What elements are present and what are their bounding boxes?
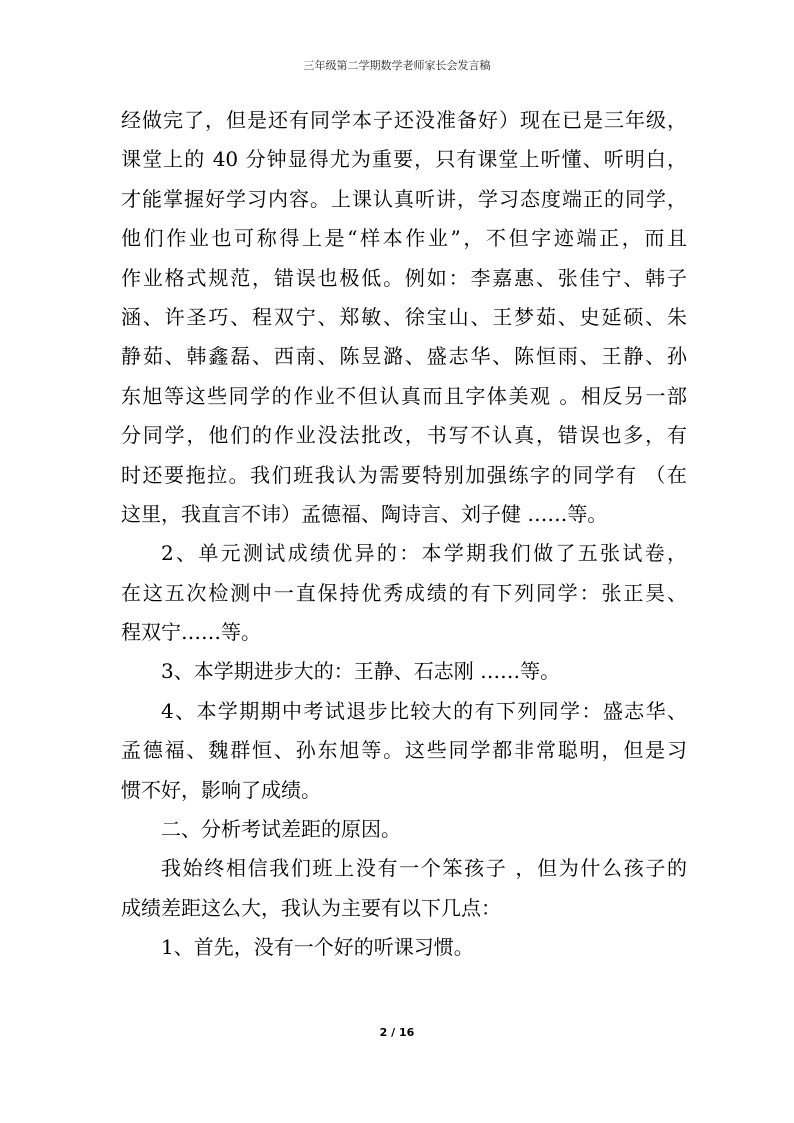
text-line: 程双宁……等。 xyxy=(121,620,261,645)
paragraph-first-line: 2、单元测试成绩优异的：本学期我们做了五张试卷， xyxy=(161,541,687,566)
paragraph-first-line: 4、本学期期中考试退步比较大的有下列同学：盛志华、 xyxy=(161,698,687,723)
paragraph-first-line: 1、首先，没有一个好的听课习惯。 xyxy=(161,935,474,960)
text-line: 作业格式规范，错误也极低。例如：李嘉惠、张佳宁、韩子 xyxy=(121,265,687,290)
text-line: 在这五次检测中一直保持优秀成绩的有下列同学：张正昊、 xyxy=(121,580,687,605)
text-line: 经做完了，但是还有同学本子还没准备好）现在已是三年级， xyxy=(121,108,687,132)
paragraph-first-line: 我始终相信我们班上没有一个笨孩子 ，但为什么孩子的 xyxy=(161,856,687,881)
text-line: 惯不好，影响了成绩。 xyxy=(121,777,321,802)
text-line: 课堂上的 40 分钟显得尤为重要，只有课堂上听懂、听明白， xyxy=(121,147,687,172)
paragraph-first-line: 3、本学期进步大的：王静、石志刚 ……等。 xyxy=(161,659,561,684)
text-line: 东旭等这些同学的作业不但认真而且字体美观 。相反另一部 xyxy=(121,383,687,408)
page-indicator: 2 / 16 xyxy=(379,1026,415,1039)
text-line: 涵、许圣巧、程双宁、郑敏、徐宝山、王梦茹、史延硕、朱 xyxy=(121,304,687,329)
text-line: 静茹、韩鑫磊、西南、陈昱潞、盛志华、陈恒雨、王静、孙 xyxy=(121,344,687,369)
text-line: 才能掌握好学习内容。上课认真听讲，学习态度端正的同学， xyxy=(121,186,687,211)
text-line: 他们作业也可称得上是“样本作业”，不但字迹端正，而且 xyxy=(121,226,687,251)
text-line: 这里，我直言不讳）孟德福、陶诗言、刘子健 ……等。 xyxy=(121,501,608,526)
section-heading: 二、分析考试差距的原因。 xyxy=(161,817,401,842)
document-body xyxy=(121,101,687,968)
text-line: 成绩差距这么大，我认为主要有以下几点： xyxy=(121,895,501,920)
text-line: 时还要拖拉。我们班我认为需要特别加强练字的同学有 （在 xyxy=(121,462,687,487)
page-header-title: 三年级第二学期数学老师家长会发言稿 xyxy=(303,59,491,72)
text-line: 分同学，他们的作业没法批改，书写不认真，错误也多，有 xyxy=(121,423,687,448)
text-line: 孟德福、魏群恒、孙东旭等。这些同学都非常聪明，但是习 xyxy=(121,738,687,763)
